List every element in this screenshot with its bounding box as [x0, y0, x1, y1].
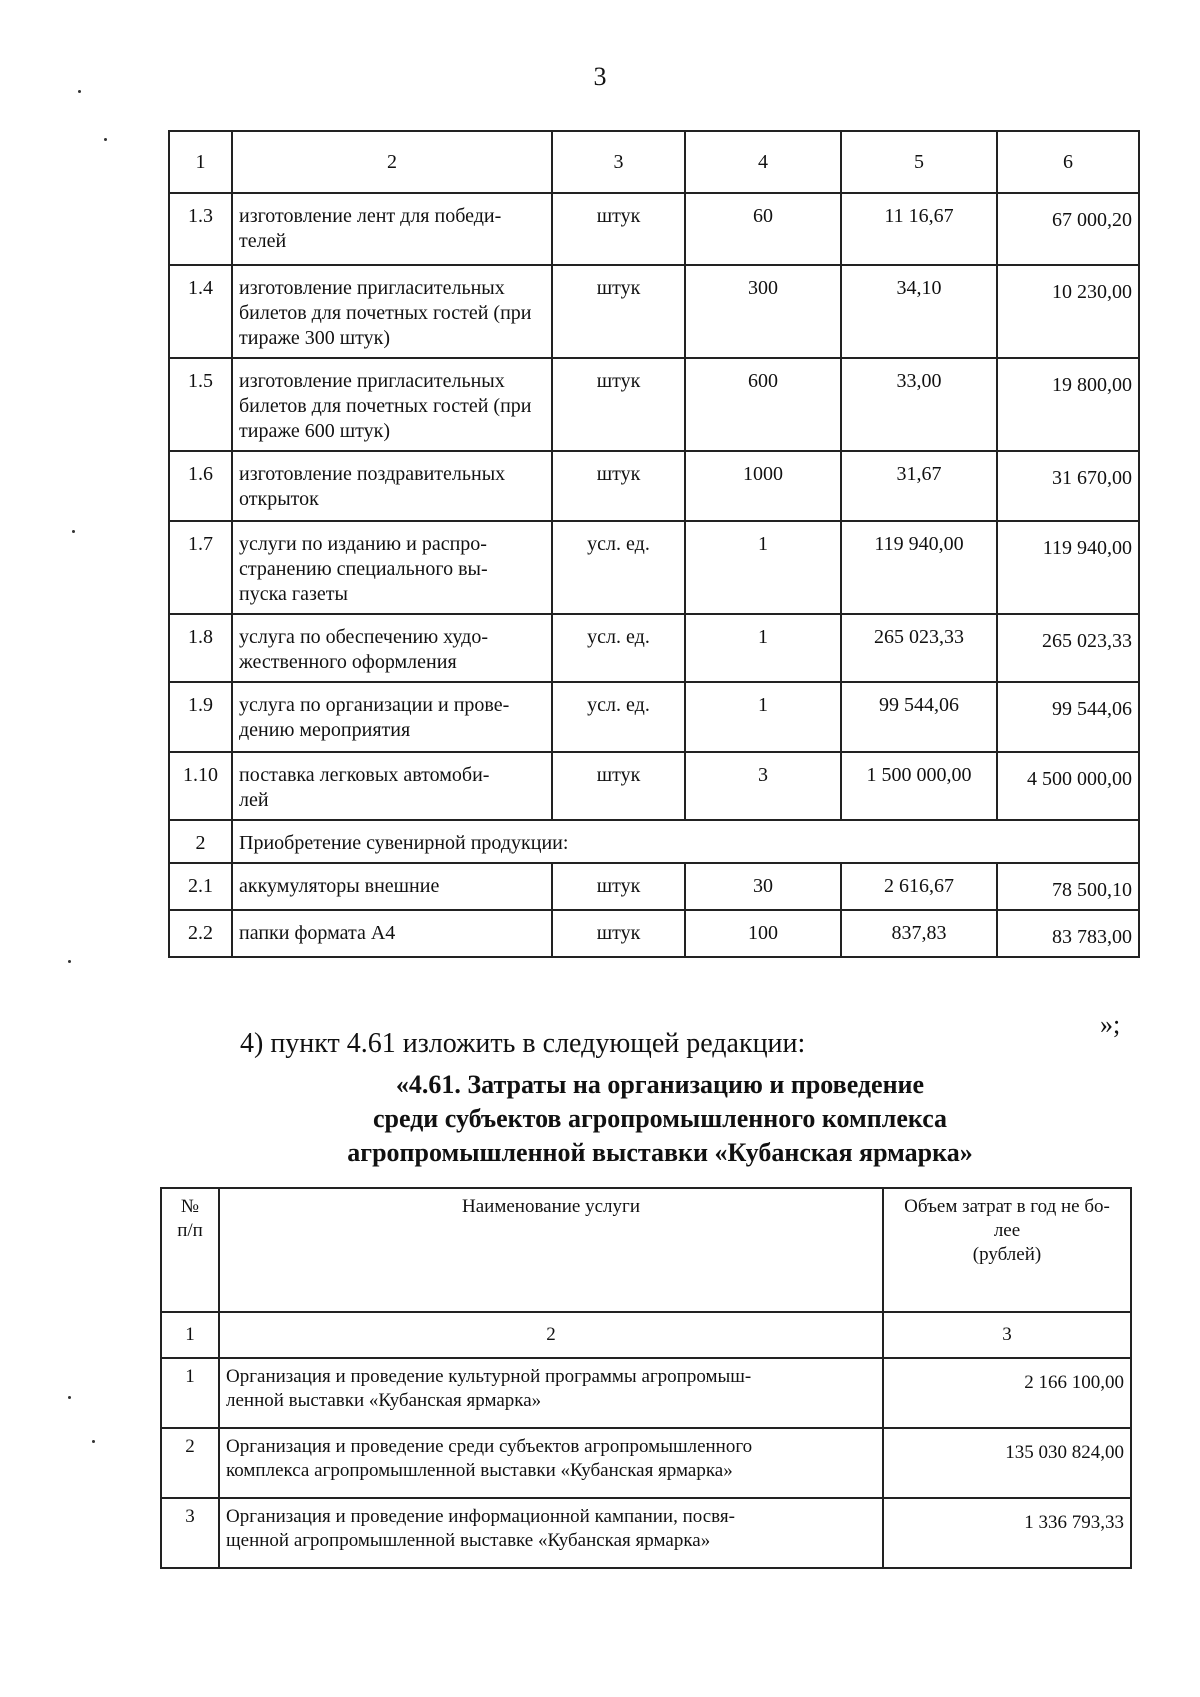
row-total: 10 230,00 — [997, 265, 1139, 358]
row-name: услуга по обеспечению худо- жественного оформления — [232, 614, 552, 682]
row-total: 31 670,00 — [997, 451, 1139, 521]
header-cell: 4 — [685, 131, 841, 193]
costs-table — [168, 130, 1140, 958]
page-number: 3 — [593, 62, 607, 91]
row-unit: штук — [552, 863, 685, 910]
table-row — [169, 863, 1139, 910]
row-quantity: 1 — [685, 521, 841, 614]
row-number: 1.5 — [169, 358, 232, 451]
table-row — [169, 193, 1139, 265]
row-total: 99 544,06 — [997, 682, 1139, 752]
section-title: Приобретение сувенирной продукции: — [232, 820, 1139, 863]
row-name: Организация и проведение культурной программы агропромыш- ленной выставки «Кубанская ярмарка» — [219, 1358, 883, 1428]
scan-speck — [78, 90, 81, 93]
row-total: 67 000,20 — [997, 193, 1139, 265]
row-unit: усл. ед. — [552, 521, 685, 614]
row-quantity: 600 — [685, 358, 841, 451]
section-number: 2 — [169, 820, 232, 863]
header-cell: 1 — [169, 131, 232, 193]
row-quantity: 300 — [685, 265, 841, 358]
row-number: 1.7 — [169, 521, 232, 614]
row-number: 2 — [161, 1428, 219, 1498]
section-heading — [160, 1068, 1160, 1170]
row-name: аккумуляторы внешние — [232, 863, 552, 910]
row-number: 1.3 — [169, 193, 232, 265]
header-cell: 5 — [841, 131, 997, 193]
row-value: 135 030 824,00 — [883, 1428, 1131, 1498]
row-quantity: 3 — [685, 752, 841, 820]
heading-line: агропромышленной выставки «Кубанская ярмарка» — [347, 1138, 973, 1167]
row-quantity: 60 — [685, 193, 841, 265]
row-number: 1 — [161, 1358, 219, 1428]
row-number: 1.9 — [169, 682, 232, 752]
scan-speck — [72, 530, 75, 533]
row-value: 1 336 793,33 — [883, 1498, 1131, 1568]
header-value: Объем затрат в год не бо- лее (рублей) — [883, 1188, 1131, 1312]
row-quantity: 30 — [685, 863, 841, 910]
section-row — [169, 820, 1139, 863]
header-cell: 6 — [997, 131, 1139, 193]
row-price: 31,67 — [841, 451, 997, 521]
row-unit: штук — [552, 193, 685, 265]
row-price: 837,83 — [841, 910, 997, 957]
row-number: 3 — [161, 1498, 219, 1568]
row-number: 1.8 — [169, 614, 232, 682]
table-header-row — [169, 131, 1139, 193]
row-price: 34,10 — [841, 265, 997, 358]
scan-speck — [68, 960, 71, 963]
scan-speck — [68, 1396, 71, 1399]
row-quantity: 1000 — [685, 451, 841, 521]
row-name: услуга по организации и прове- дению мероприятия — [232, 682, 552, 752]
row-name: папки формата А4 — [232, 910, 552, 957]
row-number: 2.2 — [169, 910, 232, 957]
row-name: Организация и проведение информационной кампании, посвя- щенной агропромышленной выставке «Кубанская ярмарка» — [219, 1498, 883, 1568]
table-row — [169, 910, 1139, 957]
row-name: поставка легковых автомоби- лей — [232, 752, 552, 820]
services-table — [160, 1187, 1132, 1569]
table-row — [169, 265, 1139, 358]
row-price: 33,00 — [841, 358, 997, 451]
row-total: 19 800,00 — [997, 358, 1139, 451]
row-total: 265 023,33 — [997, 614, 1139, 682]
header-num: № п/п — [161, 1188, 219, 1312]
table-row — [169, 614, 1139, 682]
row-unit: штук — [552, 910, 685, 957]
row-name: изготовление пригласительных билетов для почетных гостей (при тираже 300 штук) — [232, 265, 552, 358]
table-row — [169, 521, 1139, 614]
row-total: 4 500 000,00 — [997, 752, 1139, 820]
row-price: 2 616,67 — [841, 863, 997, 910]
row-total: 78 500,10 — [997, 863, 1139, 910]
header-numbers-row — [161, 1312, 1131, 1358]
scan-speck — [104, 138, 107, 141]
row-name: изготовление лент для победи- телей — [232, 193, 552, 265]
row-price: 265 023,33 — [841, 614, 997, 682]
table-row — [169, 451, 1139, 521]
table-row — [161, 1428, 1131, 1498]
row-name: изготовление пригласительных билетов для почетных гостей (при тираже 600 штук) — [232, 358, 552, 451]
header-cell: 1 — [161, 1312, 219, 1358]
table-row — [169, 682, 1139, 752]
row-number: 1.6 — [169, 451, 232, 521]
table-row — [161, 1358, 1131, 1428]
row-quantity: 100 — [685, 910, 841, 957]
header-cell: 2 — [219, 1312, 883, 1358]
closing-quote: »; — [1100, 1010, 1121, 1039]
row-quantity: 1 — [685, 614, 841, 682]
scan-speck — [92, 1440, 95, 1443]
table-header-row — [161, 1188, 1131, 1312]
row-unit: штук — [552, 265, 685, 358]
header-cell: 2 — [232, 131, 552, 193]
row-unit: усл. ед. — [552, 614, 685, 682]
row-name: услуги по изданию и распро- странению специального вы- пуска газеты — [232, 521, 552, 614]
row-number: 1.4 — [169, 265, 232, 358]
table-row — [169, 752, 1139, 820]
table-row — [169, 358, 1139, 451]
row-price: 11 16,67 — [841, 193, 997, 265]
header-cell: 3 — [552, 131, 685, 193]
row-number: 1.10 — [169, 752, 232, 820]
row-name: изготовление поздравительных открыток — [232, 451, 552, 521]
heading-line: среди субъектов агропромышленного комплекса — [372, 1104, 948, 1133]
row-unit: штук — [552, 358, 685, 451]
row-quantity: 1 — [685, 682, 841, 752]
header-cell: 3 — [883, 1312, 1131, 1358]
row-value: 2 166 100,00 — [883, 1358, 1131, 1428]
row-unit: штук — [552, 451, 685, 521]
table-row — [161, 1498, 1131, 1568]
row-total: 119 940,00 — [997, 521, 1139, 614]
row-price: 99 544,06 — [841, 682, 997, 752]
row-name: Организация и проведение среди субъектов агропромышленного комплекса агропромышленной выставки «Кубанская ярмарка» — [219, 1428, 883, 1498]
row-number: 2.1 — [169, 863, 232, 910]
row-unit: штук — [552, 752, 685, 820]
header-name: Наименование услуги — [219, 1188, 883, 1312]
row-price: 119 940,00 — [841, 521, 997, 614]
row-total: 83 783,00 — [997, 910, 1139, 957]
amendment-paragraph: 4) пункт 4.61 изложить в следующей редакции: — [240, 1028, 806, 1059]
row-unit: усл. ед. — [552, 682, 685, 752]
row-price: 1 500 000,00 — [841, 752, 997, 820]
heading-line: «4.61. Затраты на организацию и проведение — [395, 1070, 925, 1099]
